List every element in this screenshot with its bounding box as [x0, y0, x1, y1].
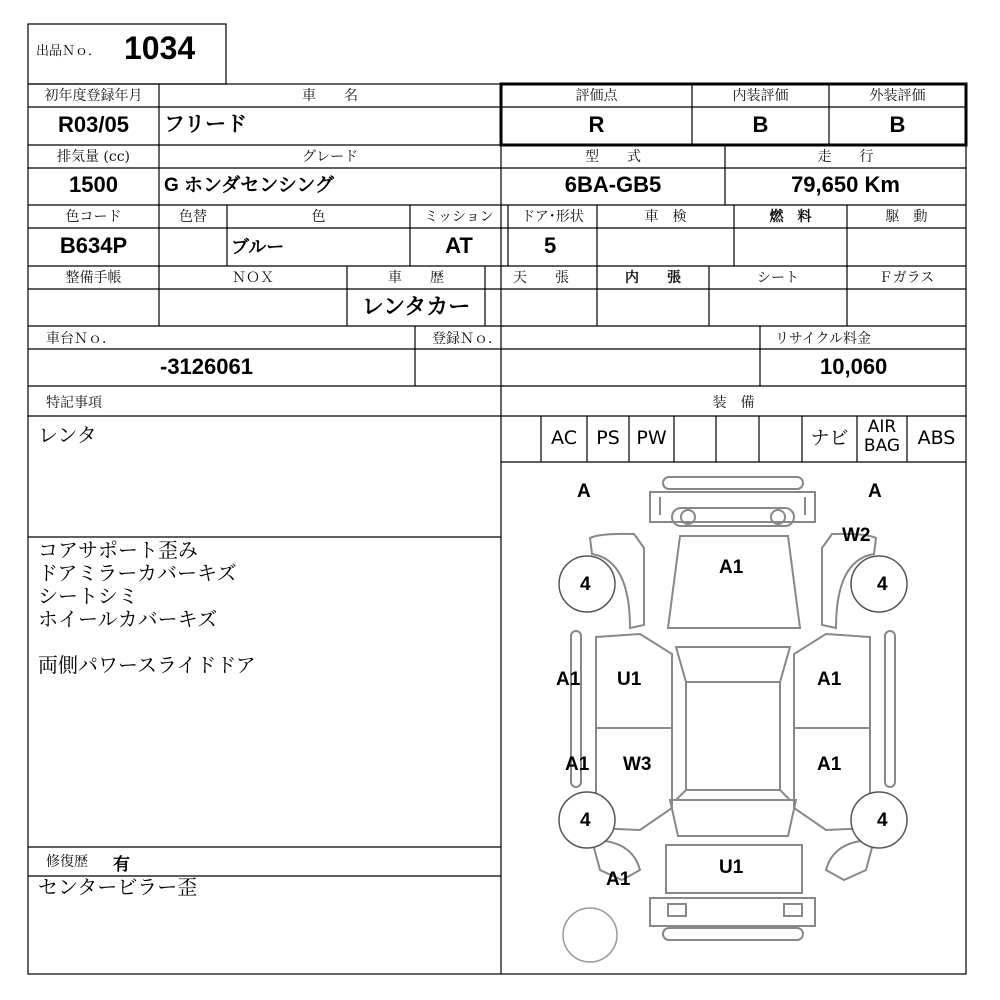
displacement-value: 1500 [69, 172, 118, 197]
note-line: ドアミラーカバーキズ [38, 561, 237, 585]
history-value: レンタカー [361, 294, 471, 319]
color-change-label: 色替 [179, 209, 207, 225]
exterior-score-value: B [889, 112, 906, 137]
first-reg-value: R03/05 [58, 112, 129, 137]
equip-pw: PW [636, 427, 667, 449]
equip-abs: ABS [917, 427, 956, 449]
mark-rf-tire: 4 [877, 574, 888, 595]
mark-lr-tire: 4 [580, 810, 591, 831]
mileage-value: 79,650 Km [791, 172, 900, 197]
mark-tailgate: U1 [719, 857, 744, 878]
registration-label: 登録Ｎｏ． [432, 331, 502, 347]
mark-front-left-corner: A [577, 481, 591, 502]
note-line: コアサポート歪み [38, 538, 198, 562]
equip-navi: ナビ [810, 427, 849, 449]
mark-front-right-corner: A [868, 481, 882, 502]
note-line: シートシミ [38, 584, 138, 608]
mark-left-pillar: U1 [617, 669, 642, 690]
equip-ps: PS [596, 427, 620, 449]
mark-left-front-door: A1 [556, 669, 581, 690]
score-value: R [588, 112, 605, 137]
ceiling-label: 天 張 [513, 270, 569, 286]
grade-value: G ホンダセンシング [164, 175, 334, 196]
transmission-value: AT [445, 233, 473, 258]
mark-left-side: W3 [623, 754, 652, 775]
fuel-label: 燃 料 [769, 209, 812, 225]
mark-hood: A1 [719, 557, 744, 578]
interior-score-value: B [752, 112, 769, 137]
repair-value: 有 [113, 855, 130, 875]
model-value: 6BA-GB5 [564, 172, 662, 197]
door-value: 5 [544, 233, 557, 258]
color-label: 色 [311, 209, 326, 225]
color-value: ブルー [231, 237, 285, 257]
door-label: ドア･形状 [521, 209, 584, 225]
repair-label: 修復歴 [46, 854, 88, 870]
interior-score-label: 内装評価 [732, 88, 789, 104]
mark-right-front-fender: W2 [842, 525, 871, 546]
grade-label: グレード [302, 149, 358, 165]
f-glass-label: Ｆガラス [878, 270, 935, 286]
color-code-value: B634P [59, 233, 128, 258]
chassis-value: -3126061 [160, 354, 253, 379]
mark-lf-tire: 4 [580, 574, 591, 595]
chassis-label: 車台Ｎｏ． [46, 331, 116, 347]
mark-rear-left: A1 [606, 869, 631, 890]
first-reg-label: 初年度登録年月 [44, 88, 143, 104]
mark-left-rear-door: A1 [565, 754, 590, 775]
history-label: 車 歴 [388, 270, 444, 286]
lot-label: 出品Ｎｏ． [36, 44, 102, 59]
model-label: 型 式 [585, 149, 641, 165]
notes-label: 特記事項 [46, 395, 102, 411]
notes-top-text: レンタ [38, 423, 97, 447]
note-line: 両側パワースライドドア [38, 653, 256, 677]
transmission-label: ミッション [424, 209, 494, 225]
note-line: ホイールカバーキズ [38, 607, 218, 631]
car-name-value: フリード [164, 113, 248, 136]
recycle-label: リサイクル料金 [775, 331, 872, 347]
car-name-label: 車 名 [302, 88, 358, 104]
recycle-value: 10,060 [820, 354, 888, 379]
seat-label: シート [757, 270, 799, 286]
maintenance-label: 整備手帳 [65, 270, 122, 286]
mark-right-front-door: A1 [817, 669, 842, 690]
score-label: 評価点 [575, 88, 618, 104]
equipment-label: 装 備 [712, 395, 755, 411]
equip-airbag: AIR BAG [863, 417, 901, 456]
spare-tire-icon [563, 908, 617, 962]
mileage-label: 走 行 [817, 149, 874, 165]
exterior-score-label: 外装評価 [869, 88, 926, 104]
drive-label: 駆 動 [885, 209, 928, 225]
mark-rr-tire: 4 [877, 810, 888, 831]
color-code-label: 色コード [65, 209, 122, 225]
lot-number: 1034 [124, 30, 196, 66]
interior-trim-label: 内 張 [625, 270, 681, 286]
displacement-label: 排気量 (cc) [56, 149, 131, 165]
equip-ac: AC [551, 427, 577, 449]
repair-text: センタービラー歪 [38, 875, 198, 899]
inspection-label: 車 検 [644, 209, 687, 225]
nox-label: ＮＯＸ [232, 270, 274, 286]
mark-right-rear-door: A1 [817, 754, 842, 775]
